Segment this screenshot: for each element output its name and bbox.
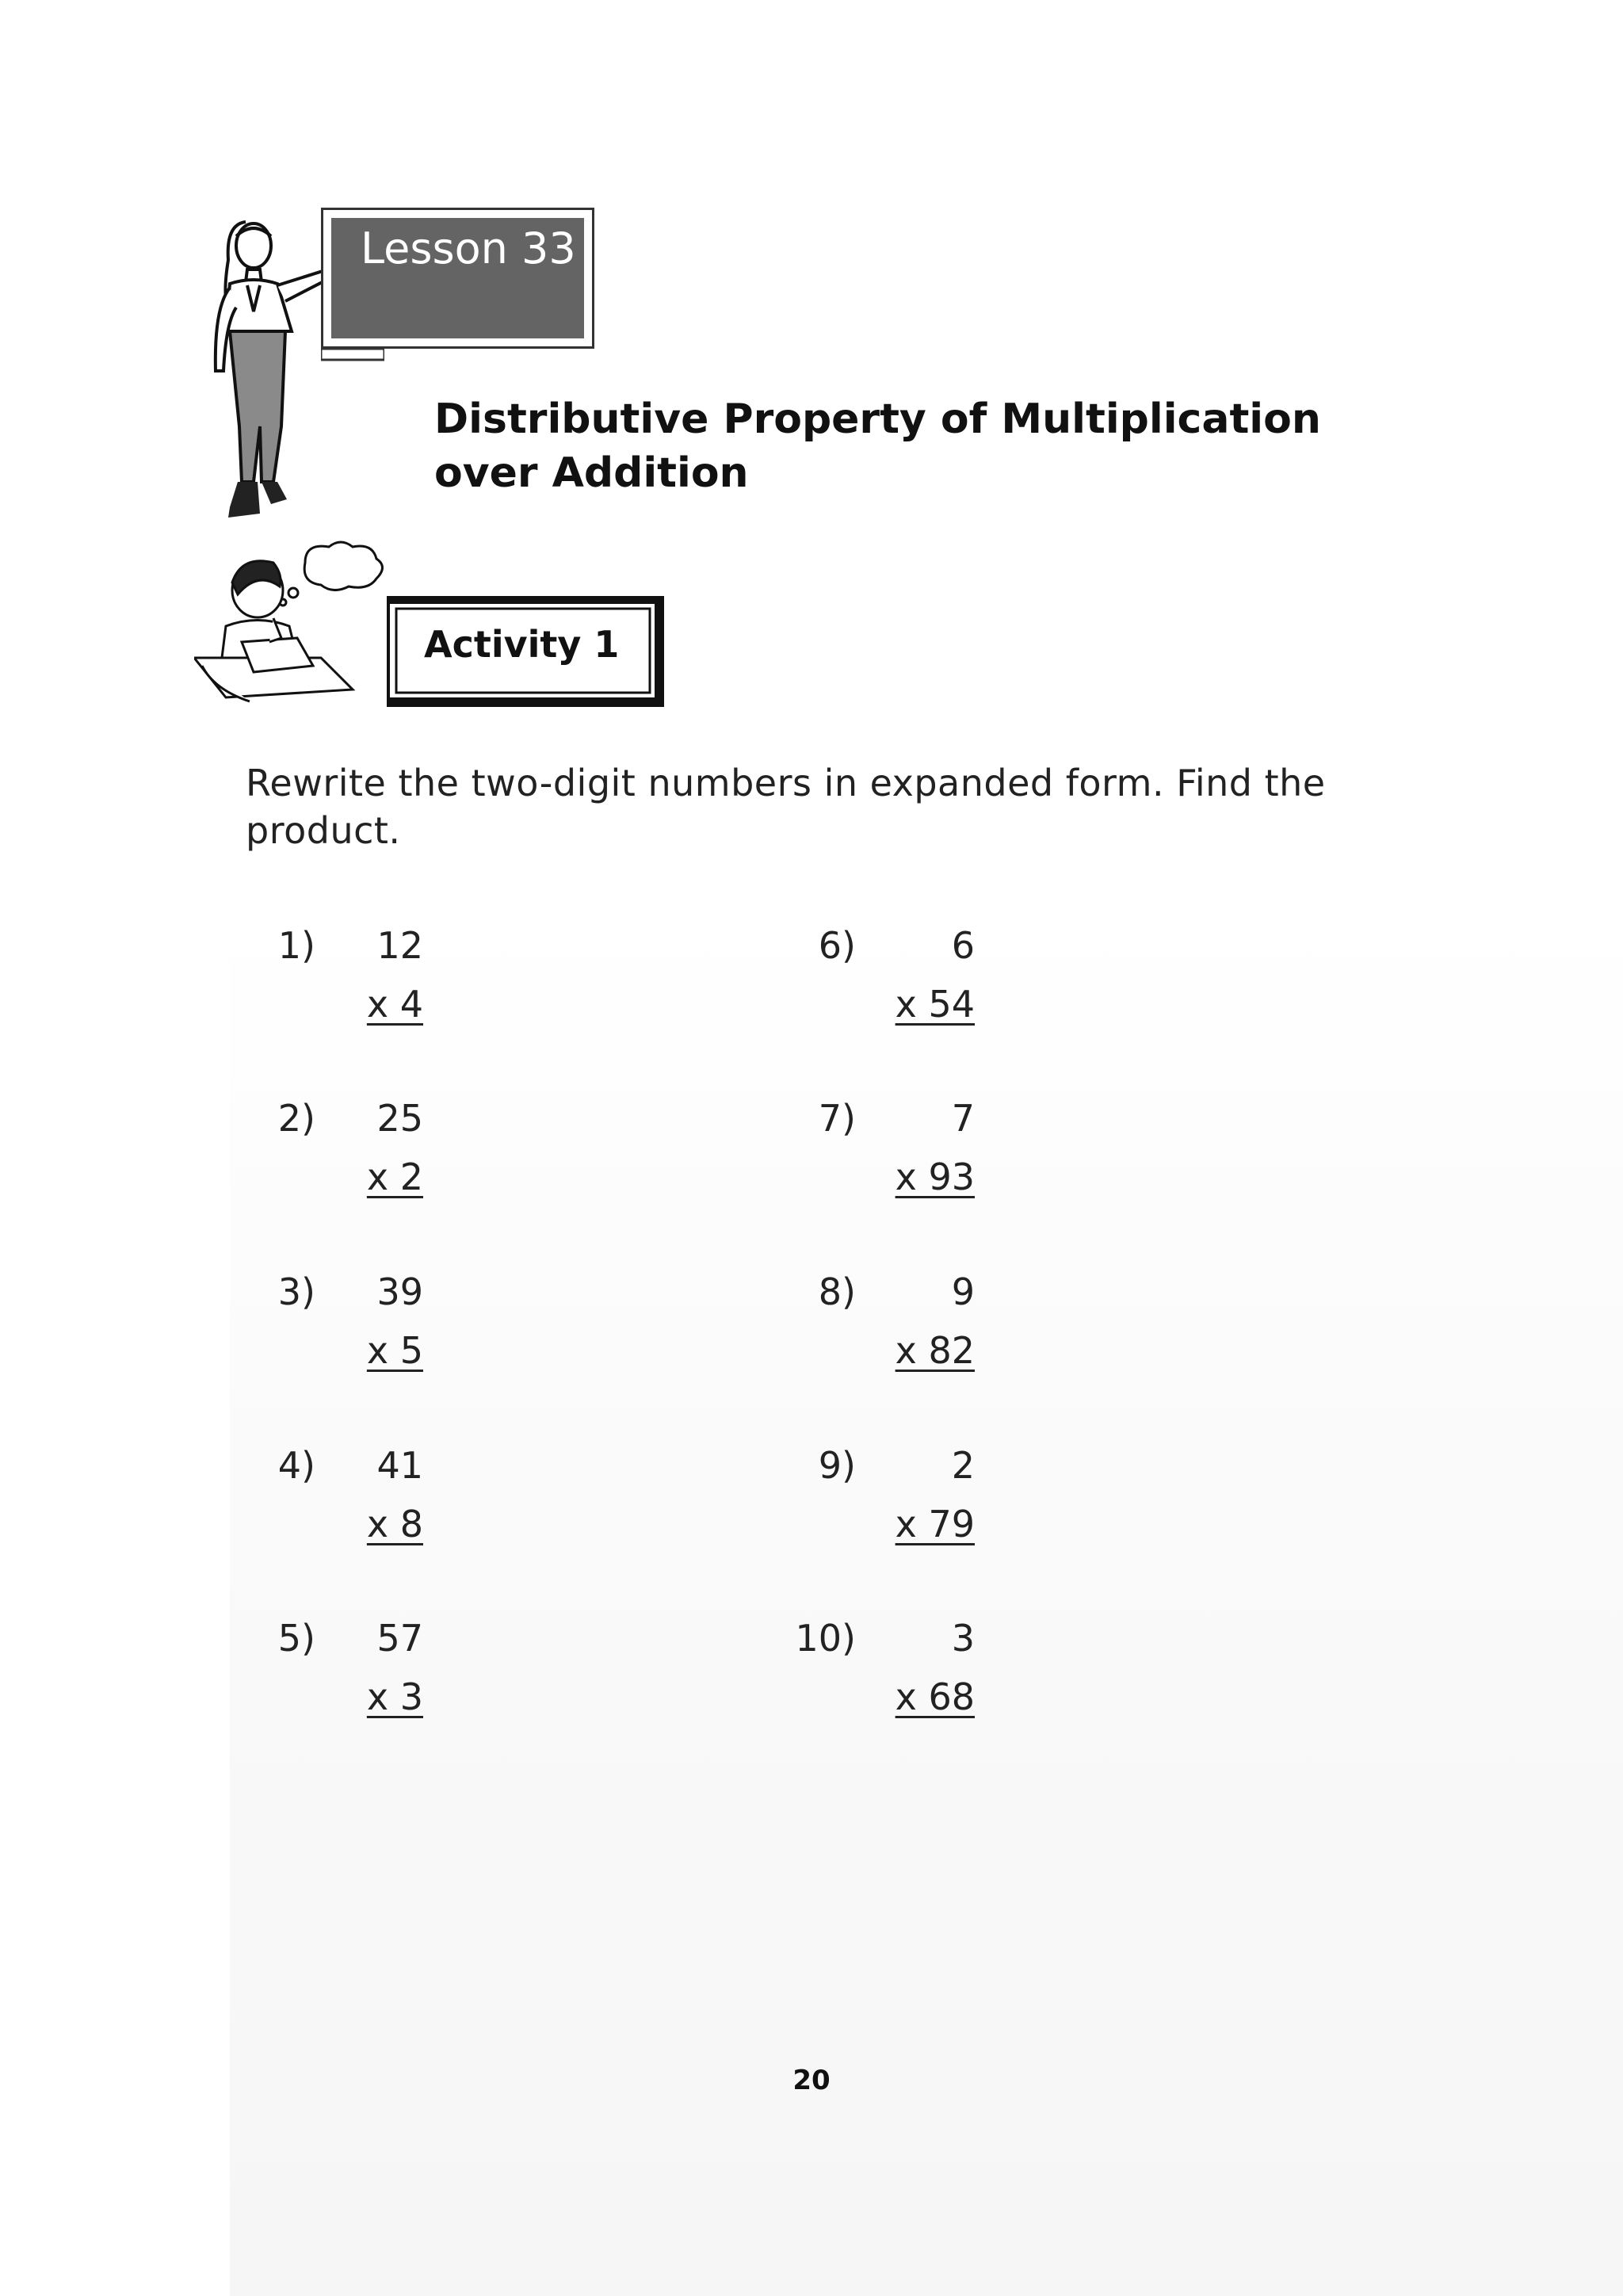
chalkboard-ledge xyxy=(321,349,384,363)
problem-4 xyxy=(277,1444,436,1555)
problem-2 xyxy=(277,1097,436,1208)
problem-number: 5) xyxy=(277,1617,315,1660)
multiplier: x 5 xyxy=(366,1329,423,1372)
multiplier: x 93 xyxy=(895,1156,975,1198)
multiplicand: 57 xyxy=(376,1617,423,1660)
problem-3 xyxy=(277,1270,436,1381)
multiplicand: 9 xyxy=(951,1270,975,1313)
thinking-student-illustration xyxy=(194,539,392,705)
multiplier: x 8 xyxy=(366,1503,423,1545)
title-line-2: over Addition xyxy=(434,449,749,497)
problem-1 xyxy=(277,924,436,1035)
page-title xyxy=(434,392,1385,500)
multiplicand: 39 xyxy=(376,1270,423,1313)
problem-number: 8) xyxy=(818,1270,856,1313)
multiplicand: 25 xyxy=(376,1097,423,1140)
multiplicand: 6 xyxy=(951,924,975,967)
problem-10 xyxy=(792,1617,983,1728)
problem-5 xyxy=(277,1617,436,1728)
problem-number: 10) xyxy=(795,1617,856,1660)
multiplier: x 4 xyxy=(366,983,423,1026)
instructions: Rewrite the two-digit numbers in expanded form. Find the product. xyxy=(246,762,1326,852)
problem-8 xyxy=(792,1270,983,1381)
problem-7 xyxy=(792,1097,983,1208)
multiplicand: 2 xyxy=(951,1444,975,1487)
problem-9 xyxy=(792,1444,983,1555)
problem-number: 1) xyxy=(277,924,315,967)
multiplier: x 79 xyxy=(895,1503,975,1545)
problem-number: 9) xyxy=(818,1444,856,1487)
multiplier: x 2 xyxy=(366,1156,423,1198)
multiplicand: 3 xyxy=(951,1617,975,1660)
lesson-number: Lesson 33 xyxy=(361,223,576,273)
problem-number: 3) xyxy=(277,1270,315,1313)
multiplicand: 12 xyxy=(376,924,423,967)
problem-number: 7) xyxy=(818,1097,856,1140)
page-number: 20 xyxy=(792,2065,831,2096)
problem-number: 6) xyxy=(818,924,856,967)
multiplicand: 7 xyxy=(951,1097,975,1140)
problem-number: 2) xyxy=(277,1097,315,1140)
problem-6 xyxy=(792,924,983,1035)
multiplier: x 54 xyxy=(895,983,975,1026)
activity-label: Activity 1 xyxy=(424,623,620,666)
multiplier: x 82 xyxy=(895,1329,975,1372)
problem-number: 4) xyxy=(277,1444,315,1487)
multiplicand: 41 xyxy=(376,1444,423,1487)
multiplier: x 3 xyxy=(366,1675,423,1718)
multiplier: x 68 xyxy=(895,1675,975,1718)
title-line-1: Distributive Property of Multiplication xyxy=(434,395,1321,443)
